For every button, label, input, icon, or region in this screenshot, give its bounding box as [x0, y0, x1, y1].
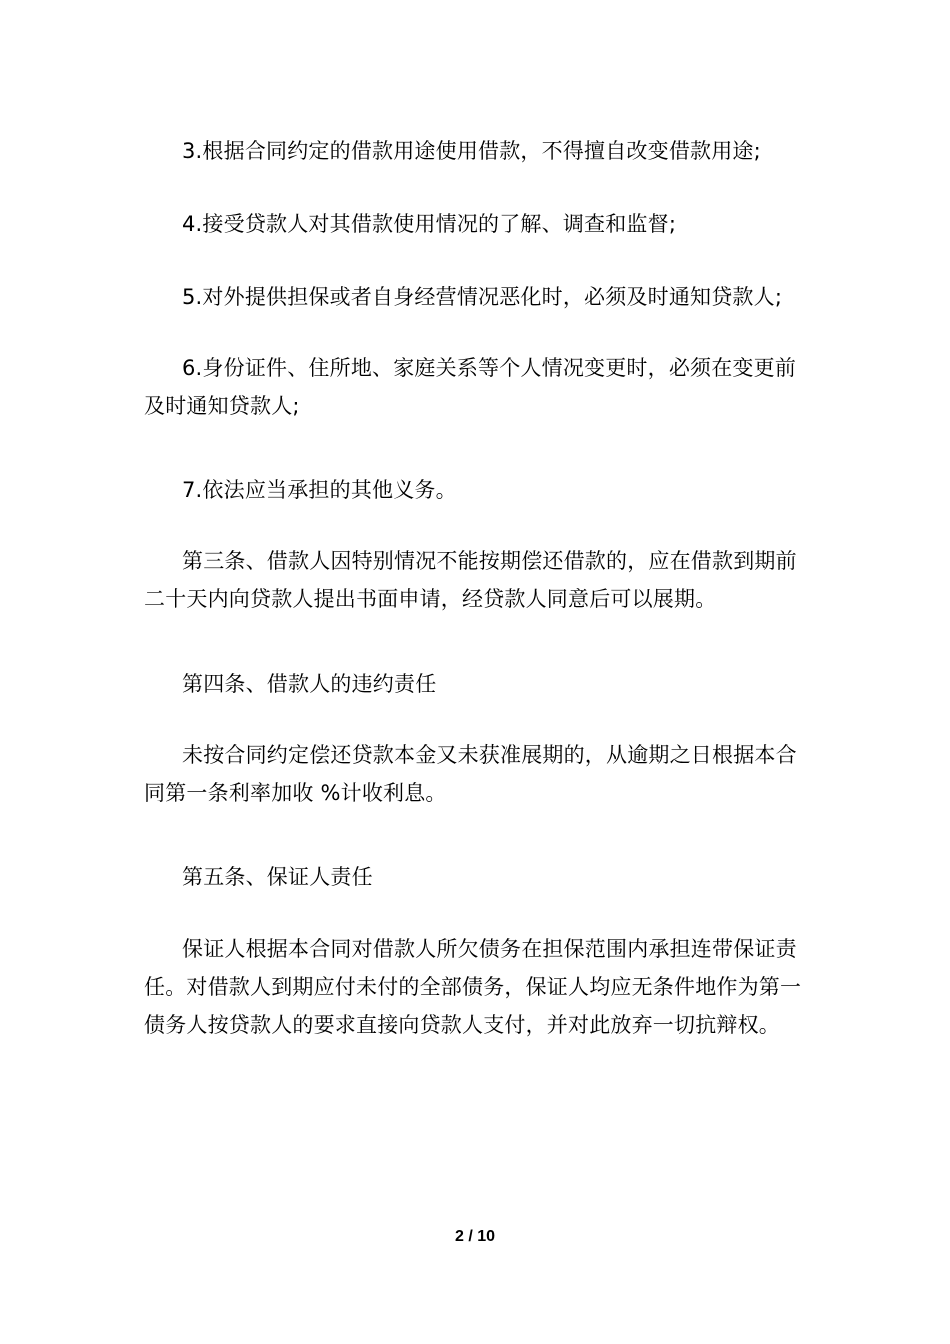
clause-item-3: 3.根据合同约定的借款用途使用借款，不得擅自改变借款用途;	[182, 139, 761, 163]
clause-item-5: 5.对外提供担保或者自身经营情况恶化时，必须及时通知贷款人;	[182, 285, 783, 309]
clause-item-6: 6.身份证件、住所地、家庭关系等个人情况变更时，必须在变更前及时通知贷款人;	[144, 356, 797, 418]
clause-item-4: 4.接受贷款人对其借款使用情况的了解、调查和监督;	[182, 212, 677, 236]
article-5-paragraph: 保证人根据本合同对借款人所欠债务在担保范围内承担连带保证责任。对借款人到期应付未付的全部债务，保证人均应无条件地作为第一债务人按贷款人的要求直接向贷款人支付，并对此放弃一切抗辩权。	[144, 937, 802, 1037]
article-4-paragraph: 未按合同约定偿还贷款本金又未获准展期的，从逾期之日根据本合同第一条利率加收 %计收利息。	[144, 743, 797, 805]
article-4-heading: 第四条、借款人的违约责任	[182, 672, 437, 696]
article-3-paragraph: 第三条、借款人因特别情况不能按期偿还借款的，应在借款到期前二十天内向贷款人提出书面申请，经贷款人同意后可以展期。	[144, 549, 797, 611]
clause-item-7: 7.依法应当承担的其他义务。	[182, 478, 457, 502]
article-5-heading: 第五条、保证人责任	[182, 865, 373, 889]
page-number: 2 / 10	[454, 1228, 496, 1245]
